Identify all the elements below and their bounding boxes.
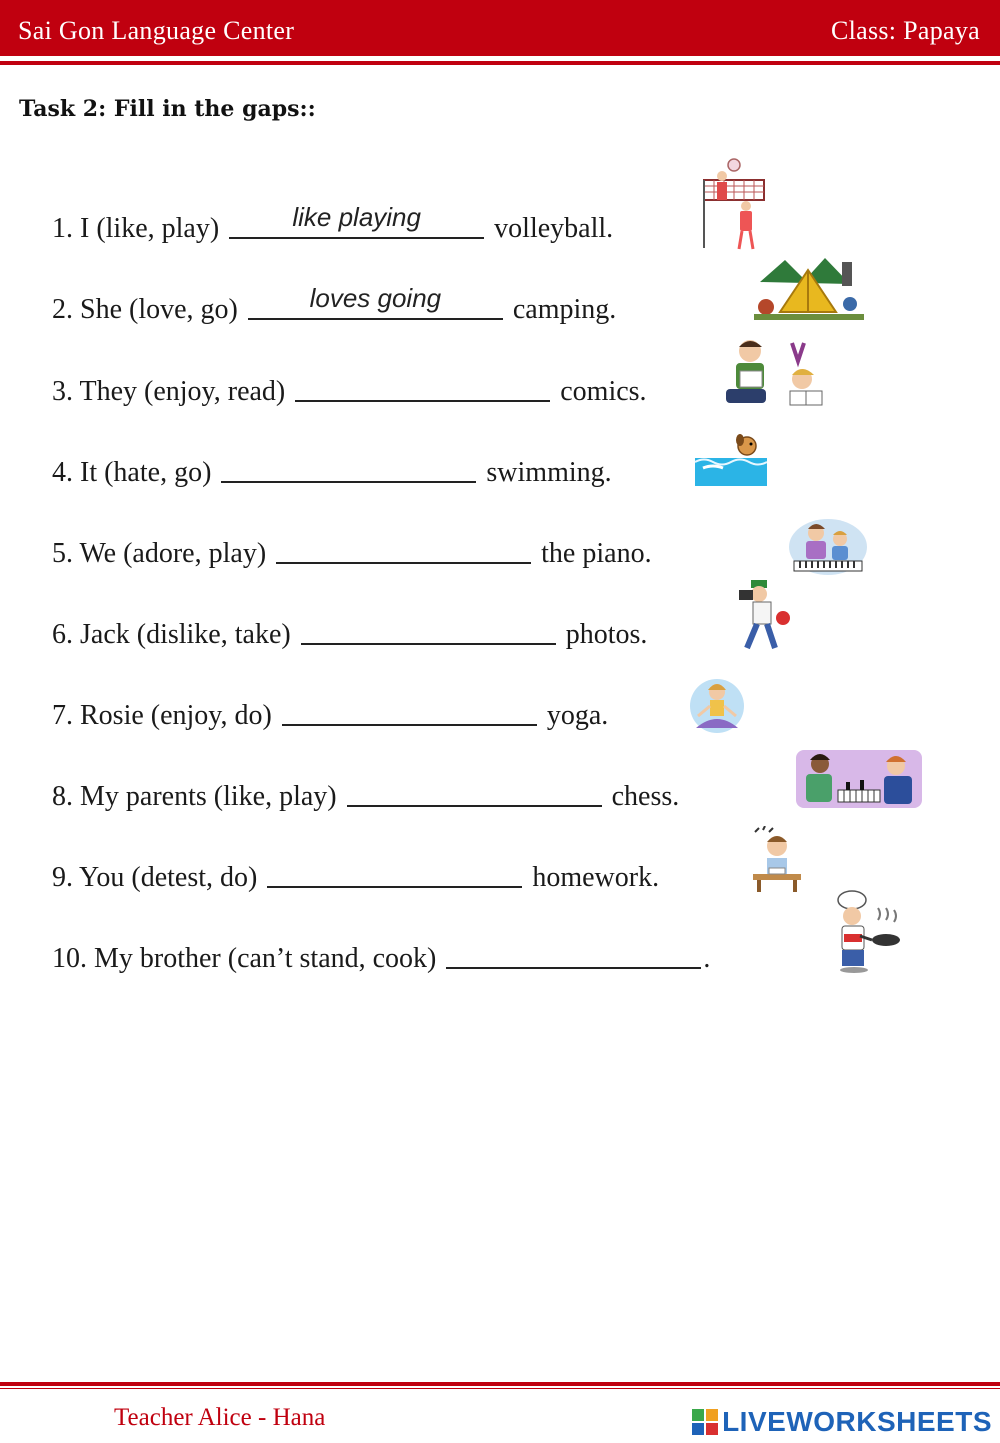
item-prompt: 5. We (adore, play) bbox=[52, 538, 267, 569]
answer-text[interactable]: like playing bbox=[292, 202, 421, 232]
answer-gap[interactable] bbox=[221, 447, 476, 483]
item-prompt: 2. She (love, go) bbox=[52, 294, 238, 325]
item-prompt: 7. Rosie (enjoy, do) bbox=[52, 700, 272, 731]
answer-gap[interactable] bbox=[282, 690, 537, 726]
teacher-name: Teacher Alice - Hana bbox=[114, 1404, 326, 1431]
header-bar bbox=[0, 0, 1000, 56]
exercise-item-7 bbox=[52, 692, 608, 732]
item-prompt: 9. You (detest, do) bbox=[52, 862, 258, 893]
exercise-item-4 bbox=[52, 449, 612, 489]
kids-reading-icon bbox=[720, 335, 832, 413]
item-ending: comics. bbox=[560, 376, 647, 407]
photographer-icon bbox=[737, 578, 795, 652]
answer-gap[interactable] bbox=[267, 852, 522, 888]
answer-gap[interactable] bbox=[248, 284, 503, 320]
answer-gap[interactable] bbox=[295, 366, 550, 402]
exercise-item-10 bbox=[52, 935, 710, 975]
header-divider bbox=[0, 61, 1000, 65]
exercise-item-1 bbox=[52, 202, 614, 245]
class-label: Class: Papaya bbox=[830, 16, 980, 45]
camping-tent-icon bbox=[750, 252, 868, 322]
item-prompt: 4. It (hate, go) bbox=[52, 457, 212, 488]
homework-boy-icon bbox=[749, 826, 805, 894]
item-ending: volleyball. bbox=[494, 213, 614, 244]
volleyball-players-icon bbox=[698, 158, 770, 253]
item-ending: camping. bbox=[512, 294, 617, 325]
dog-swimming-icon bbox=[693, 432, 767, 488]
brand-wordmark: LIVEWORKSHEETS bbox=[722, 1406, 992, 1437]
exercise-item-6 bbox=[52, 611, 647, 651]
item-ending: . bbox=[703, 943, 711, 974]
exercise-item-5 bbox=[52, 530, 652, 570]
item-ending: yoga. bbox=[546, 700, 609, 731]
answer-text[interactable]: loves going bbox=[309, 283, 442, 313]
answer-gap[interactable] bbox=[301, 609, 556, 645]
chef-cooking-icon bbox=[832, 890, 902, 974]
item-prompt: 6. Jack (dislike, take) bbox=[52, 619, 291, 650]
logo-blocks-icon bbox=[692, 1409, 718, 1435]
answer-gap[interactable] bbox=[229, 203, 484, 239]
liveworksheets-logo bbox=[692, 1406, 992, 1438]
item-prompt: 1. I (like, play) bbox=[52, 213, 220, 244]
exercise-item-2 bbox=[52, 283, 617, 326]
answer-gap[interactable] bbox=[347, 771, 602, 807]
answer-gap[interactable] bbox=[276, 528, 531, 564]
exercise-item-9 bbox=[52, 854, 659, 894]
item-prompt: 3. They (enjoy, read) bbox=[52, 376, 286, 407]
exercise-item-8 bbox=[52, 773, 679, 813]
item-prompt: 8. My parents (like, play) bbox=[52, 781, 337, 812]
footer-divider-thin bbox=[0, 1388, 1000, 1389]
yoga-girl-icon bbox=[688, 676, 746, 738]
center-name: Sai Gon Language Center bbox=[18, 16, 295, 45]
item-ending: chess. bbox=[611, 781, 680, 812]
item-ending: the piano. bbox=[541, 538, 652, 569]
answer-gap[interactable] bbox=[446, 933, 701, 969]
chess-players-icon bbox=[796, 750, 922, 808]
task-title: Task 2: Fill in the gaps:: bbox=[19, 96, 316, 122]
item-ending: swimming. bbox=[486, 457, 612, 488]
piano-players-icon bbox=[788, 515, 868, 577]
item-ending: homework. bbox=[532, 862, 660, 893]
item-prompt: 10. My brother (can’t stand, cook) bbox=[52, 943, 437, 974]
exercise-item-3 bbox=[52, 368, 647, 408]
item-ending: photos. bbox=[565, 619, 648, 650]
footer-divider bbox=[0, 1382, 1000, 1386]
